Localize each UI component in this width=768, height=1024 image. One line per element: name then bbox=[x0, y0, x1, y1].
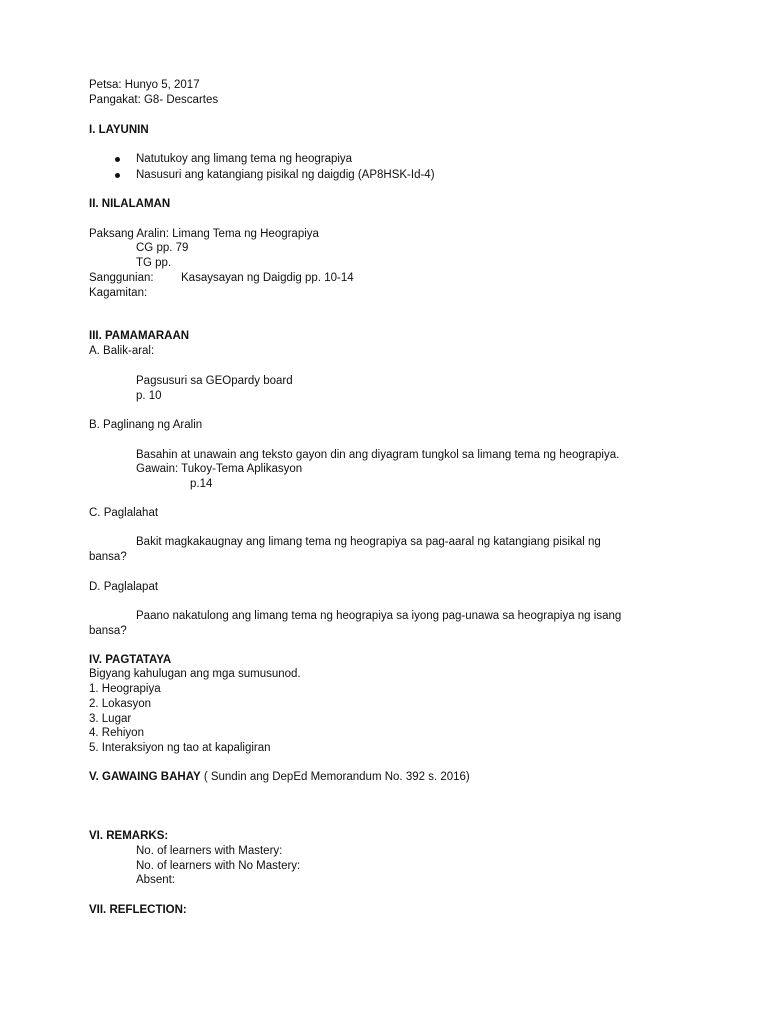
assessment-item: 1. Heograpiya bbox=[89, 683, 161, 695]
bullet-icon bbox=[115, 173, 120, 178]
remarks-no-mastery: No. of learners with No Mastery: bbox=[136, 860, 301, 872]
paglalahat-text-cont: bansa? bbox=[89, 551, 127, 563]
cg-line: CG pp. 79 bbox=[136, 242, 189, 254]
kagamitan-label: Kagamitan: bbox=[89, 287, 148, 299]
gawaing-bahay-line bbox=[89, 770, 470, 785]
balik-aral-label: A. Balik-aral: bbox=[89, 345, 155, 357]
balik-aral-page: p. 10 bbox=[136, 390, 162, 402]
group-line: Pangakat: G8- Descartes bbox=[89, 94, 219, 106]
paglalahat-label: C. Paglalahat bbox=[89, 507, 159, 519]
gawaing-bahay-note: ( Sundin ang DepEd Memorandum No. 392 s. 2016) bbox=[200, 771, 470, 783]
reflection-heading: VII. REFLECTION: bbox=[89, 904, 187, 916]
remarks-mastery: No. of learners with Mastery: bbox=[136, 845, 283, 857]
assessment-item: 2. Lokasyon bbox=[89, 698, 152, 710]
pamamaraan-heading: III. PAMAMARAAN bbox=[89, 330, 190, 342]
objective-item: Nasusuri ang katangiang pisikal ng daigdig (AP8HSK-Id-4) bbox=[136, 169, 435, 181]
bullet-icon bbox=[115, 157, 120, 162]
gawain-page: p.14 bbox=[190, 478, 213, 490]
objective-item: Natutukoy ang limang tema ng heograpiya bbox=[136, 153, 353, 165]
gawain-line: Gawain: Tukoy-Tema Aplikasyon bbox=[136, 463, 303, 475]
assessment-item: 5. Interaksiyon ng tao at kapaligiran bbox=[89, 742, 271, 754]
remarks-heading: VI. REMARKS: bbox=[89, 830, 169, 842]
sanggunian-label: Sanggunian: bbox=[89, 272, 154, 284]
paglinang-text: Basahin at unawain ang teksto gayon din ang diyagram tungkol sa limang tema ng heograpiya. bbox=[136, 449, 620, 461]
balik-aral-text: Pagsusuri sa GEOpardy board bbox=[136, 375, 293, 387]
paglalahat-text: Bakit magkakaugnay ang limang tema ng heograpiya sa pag-aaral ng katangiang pisikal ng bbox=[136, 536, 601, 548]
pagtataya-heading: IV. PAGTATAYA bbox=[89, 654, 172, 666]
tg-line: TG pp. bbox=[136, 257, 172, 269]
assessment-item: 4. Rehiyon bbox=[89, 727, 144, 739]
gawaing-bahay-heading: V. GAWAING BAHAY bbox=[89, 771, 201, 783]
sanggunian-value: Kasaysayan ng Daigdig pp. 10-14 bbox=[181, 272, 354, 284]
remarks-absent: Absent: bbox=[136, 874, 175, 886]
layunin-heading: I. LAYUNIN bbox=[89, 124, 149, 136]
nilalaman-heading: II. NILALAMAN bbox=[89, 198, 171, 210]
assessment-item: 3. Lugar bbox=[89, 713, 132, 725]
paglalapat-label: D. Paglalapat bbox=[89, 581, 159, 593]
paglalapat-text: Paano nakatulong ang limang tema ng heograpiya sa iyong pag-unawa sa heograpiya ng isang bbox=[136, 610, 622, 622]
paglinang-label: B. Paglinang ng Aralin bbox=[89, 419, 203, 431]
date-line: Petsa: Hunyo 5, 2017 bbox=[89, 79, 200, 91]
paksa-line: Paksang Aralin: Limang Tema ng Heograpiya bbox=[89, 228, 319, 240]
paglalapat-text-cont: bansa? bbox=[89, 625, 127, 637]
pagtataya-instruction: Bigyang kahulugan ang mga sumusunod. bbox=[89, 668, 301, 680]
